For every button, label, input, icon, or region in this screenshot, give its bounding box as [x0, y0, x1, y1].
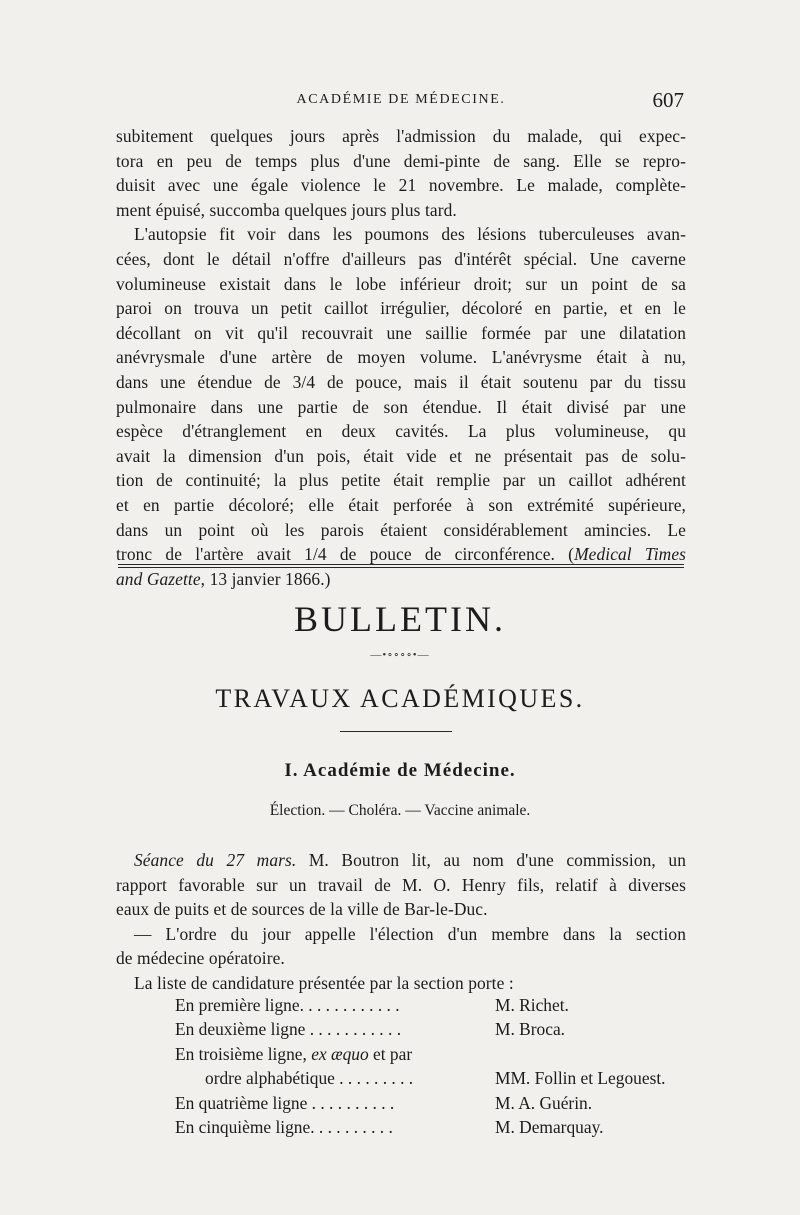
rank-latin: ex æquo [311, 1043, 369, 1064]
section-heading: I. Académie de Médecine. [284, 760, 516, 781]
seance-text: M. Boutron lit, au nom d'une commission, un [296, 850, 687, 870]
candidate-list [175, 993, 691, 1139]
body-line: dans une étendue de 3/4 de pouce, mais il était soutenu par du tissu [116, 371, 686, 392]
candidate-name: M. Demarquay. [495, 1116, 604, 1137]
case-report-continuation [116, 124, 686, 591]
body-line: subitement quelques jours après l'admission du malade, qui expec- [116, 126, 686, 146]
body-line: — L'ordre du jour appelle l'élection d'un membre dans la section [134, 923, 686, 944]
body-line: avait la dimension d'un pois, était vide et ne présentait pas de solu- [116, 445, 686, 466]
list-item [175, 993, 691, 1017]
candidate-name: M. Broca. [495, 1019, 566, 1040]
body-line [116, 567, 686, 592]
body-line: eaux de puits et de sources de la ville de Bar-le-Duc. [116, 899, 488, 920]
body-line: tora en peu de temps plus d'une demi-pinte de sang. Elle se repro- [116, 150, 686, 171]
body-line: L'autopsie fit voir dans les poumons des lésions tuberculeuses avan- [134, 224, 686, 245]
short-rule [340, 731, 452, 732]
candidate-rank [175, 1042, 412, 1066]
body-line: décollant on vit qu'il recouvrait une saillie formée par une dilatation [116, 322, 686, 343]
list-item [175, 1115, 691, 1139]
seance-report [116, 848, 686, 996]
body-line: ment épuisé, succomba quelques jours plus tard. [116, 199, 457, 220]
list-item [175, 1042, 691, 1066]
body-line: La liste de candidature présentée par la section porte : [134, 972, 514, 993]
bulletin-title: BULLETIN. [294, 599, 506, 639]
citation-text: tronc de l'artère avait 1/4 de pouce de circonférence. ( [116, 544, 575, 565]
citation-journal: Medical Times [574, 544, 687, 565]
body-line: volumineuse existait dans le lobe inférieur droit; sur un point de sa [116, 273, 686, 294]
candidate-name: M. Richet. [495, 995, 569, 1015]
candidate-rank: En cinquième ligne. . . . . . . . . . [175, 1116, 393, 1137]
body-line: paroi on trouva un petit caillot irrégulier, décoloré en partie, et en le [116, 298, 686, 319]
divider-rule [118, 564, 684, 565]
page-number: 607 [652, 88, 684, 112]
rank-prefix: En troisième ligne, [175, 1043, 312, 1064]
running-head [118, 88, 684, 112]
candidate-rank: En deuxième ligne . . . . . . . . . . . [175, 1019, 402, 1040]
candidate-rank: ordre alphabétique . . . . . . . . . [205, 1068, 414, 1089]
running-title: ACADÉMIE DE MÉDECINE. [296, 92, 506, 107]
body-line: cées, dont le détail n'offre d'ailleurs pas d'intérêt spécial. Une caverne [116, 248, 686, 269]
candidate-name: M. A. Guérin. [495, 1092, 593, 1113]
body-line [116, 848, 686, 873]
seance-date: Séance du 27 mars. [134, 850, 297, 870]
rank-suffix: et par [368, 1043, 413, 1064]
body-line: dans un point où les parois étaient considérablement amincies. Le [116, 519, 686, 540]
body-line: rapport favorable sur un travail de M. O. Henry fils, relatif à diverses [116, 874, 686, 895]
candidate-name: MM. Follin et Legouest. [495, 1068, 666, 1089]
body-line [116, 542, 686, 567]
travaux-title: TRAVAUX ACADÉMIQUES. [215, 684, 585, 713]
list-item [175, 1066, 691, 1090]
section-divider [118, 564, 684, 570]
list-item [175, 1091, 691, 1115]
subject-line: Élection. — Choléra. — Vaccine animale. [269, 802, 531, 819]
body-line: de médecine opératoire. [116, 948, 285, 969]
body-line: duisit avec une égale violence le 21 novembre. Le malade, complète- [116, 175, 686, 196]
citation-journal-cont: and Gazette [116, 568, 201, 589]
divider-rule [118, 567, 684, 568]
list-item [175, 1017, 691, 1041]
candidate-rank: En première ligne. . . . . . . . . . . . [175, 995, 400, 1015]
body-line: tion de continuité; la plus petite était remplie par un caillot adhérent [116, 470, 686, 491]
ornament-divider: —•∘∘∘∘•— [370, 649, 430, 661]
candidate-rank: En quatrième ligne . . . . . . . . . . [175, 1092, 395, 1113]
body-line: anévrysmale d'une artère de moyen volume. L'anévrysme était à nu, [116, 347, 686, 368]
citation-date: , 13 janvier 1866.) [200, 568, 331, 589]
body-line: pulmonaire dans une partie de son étendue. Il était divisé par une [116, 396, 686, 417]
body-line: espèce d'étranglement en deux cavités. La plus volumineuse, qu [116, 421, 686, 442]
body-line: et en partie décoloré; elle était perforée à son extrémité supérieure, [116, 494, 686, 515]
